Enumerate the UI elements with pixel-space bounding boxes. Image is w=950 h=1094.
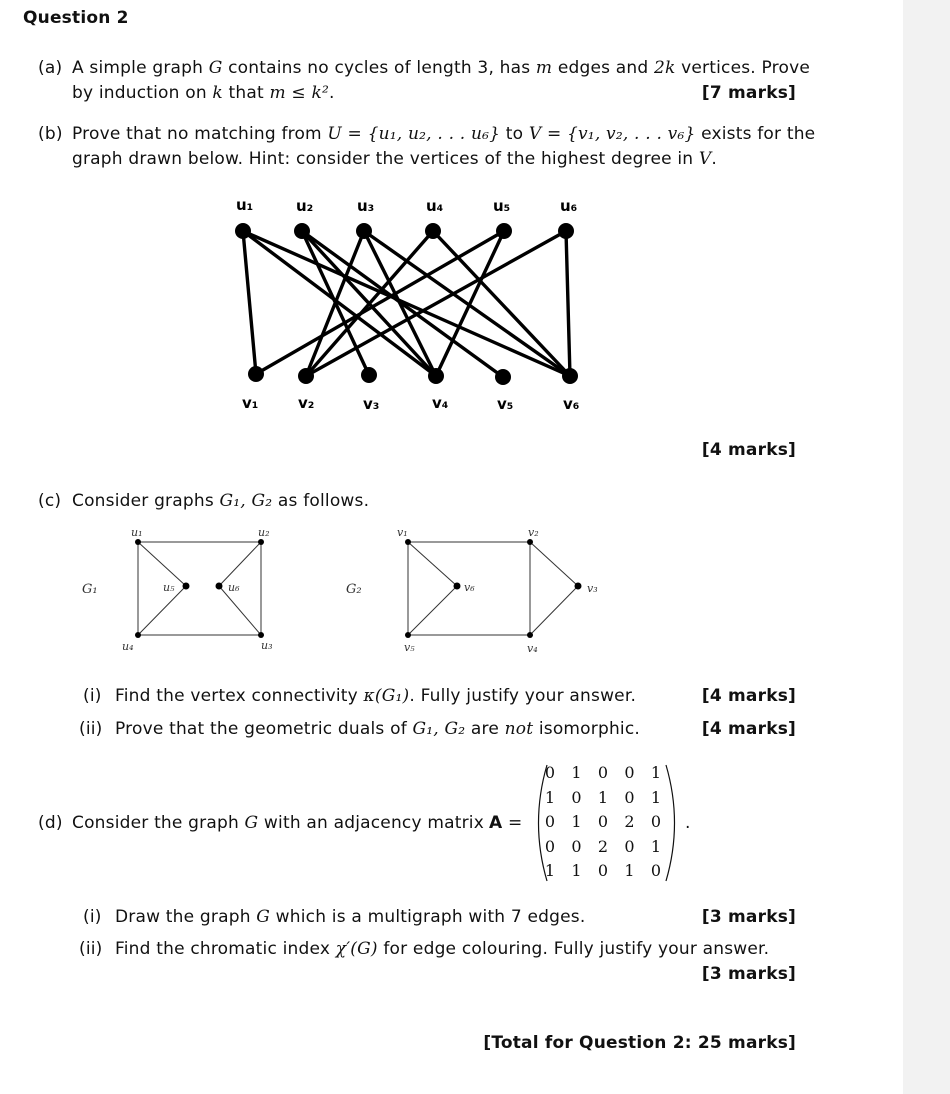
g2-vertices <box>405 539 582 638</box>
vertex-v4 <box>428 368 444 384</box>
g1-labels <box>82 526 273 653</box>
matrix-cell: 0 <box>650 812 662 831</box>
svg-text:v₂: v₂ <box>528 526 539 539</box>
matrix-cell: 1 <box>624 861 635 880</box>
svg-text:v₃: v₃ <box>587 582 598 595</box>
matrix-cell: 0 <box>624 763 635 782</box>
part-a-text: A simple graph G contains no cycles of length 3, has m edges and 2k vertices. Prove <box>72 58 810 78</box>
adjacency-matrix <box>536 763 676 883</box>
svg-text:u₂: u₂ <box>258 526 270 539</box>
part-c-i-text: Find the vertex connectivity κ(G₁). Fully justify your answer. <box>115 686 637 706</box>
matrix-cell: 0 <box>544 763 556 782</box>
part-a-marks: [7 marks] <box>701 83 796 103</box>
part-b-text: Prove that no matching from U = {u₁, u₂, . . . u₆} to V = {v₁, v₂, . . . v₆} exists for the <box>72 124 816 144</box>
part-d-ii-label: (ii) <box>79 939 103 959</box>
edge-u1-v1 <box>243 231 256 374</box>
part-c-i-marks: [4 marks] <box>701 686 796 706</box>
svg-text:u₅: u₅ <box>163 581 175 594</box>
matrix-cell: 0 <box>597 861 609 880</box>
vertex-u2 <box>294 223 310 239</box>
matrix-period: . <box>685 813 691 833</box>
g1-u4 <box>135 632 141 638</box>
part-d-i-label: (i) <box>83 907 102 927</box>
matrix-cell: 1 <box>571 812 582 831</box>
part-a-label: (a) <box>38 58 63 78</box>
matrix-cell: 0 <box>624 836 635 856</box>
part-c-label: (c) <box>38 491 62 511</box>
matrix-cell: 0 <box>544 812 556 831</box>
label-v6: v₆ <box>563 395 580 413</box>
g2-v6 <box>454 583 461 590</box>
label-v5: v₅ <box>497 395 514 413</box>
part-d-i-text: Draw the graph G which is a multigraph with 7 edges. <box>115 907 586 927</box>
part-c-text: Consider graphs G₁, G₂ as follows. <box>72 491 370 511</box>
part-a-text-line2: by induction on k that m ≤ k². <box>72 83 335 103</box>
label-u5: u₅ <box>493 197 511 215</box>
vertex-u6 <box>558 223 574 239</box>
matrix-cell: 1 <box>571 763 582 782</box>
part-d-text: Consider the graph G with an adjacency matrix <box>72 813 484 833</box>
bipartite-edges <box>243 231 570 377</box>
part-d-i-marks: [3 marks] <box>701 907 796 927</box>
matrix-cell: 2 <box>597 836 609 856</box>
part-d-ii-text: Find the chromatic index χ′(G) for edge colouring. Fully justify your answer. <box>115 939 770 959</box>
g1-u2 <box>258 539 264 545</box>
part-b-text-line2: graph drawn below. Hint: consider the vertices of the highest degree in V. <box>72 149 717 169</box>
part-b-marks: [4 marks] <box>701 440 796 460</box>
edge-u4-v6 <box>433 231 570 376</box>
question-title: Question 2 <box>23 8 129 28</box>
g1-edges <box>138 542 261 635</box>
svg-text:v₁: v₁ <box>397 526 408 539</box>
matrix-cell: 0 <box>597 763 609 782</box>
matrix-cell: 0 <box>544 836 556 856</box>
g2-v4 <box>527 632 533 638</box>
svg-text:G₂: G₂ <box>346 582 362 597</box>
svg-text:u₄: u₄ <box>122 640 134 653</box>
svg-text:u₆: u₆ <box>228 581 240 594</box>
label-v2: v₂ <box>298 394 315 412</box>
matrix-cell: 0 <box>624 787 635 807</box>
vertex-u5 <box>496 223 512 239</box>
part-c-ii-text: Prove that the geometric duals of G₁, G₂ are not isomorphic. <box>115 719 641 739</box>
matrix-cell: 0 <box>650 861 662 880</box>
matrix-cell: 1 <box>544 787 556 807</box>
label-v4: v₄ <box>432 394 449 412</box>
total-marks: [Total for Question 2: 25 marks] <box>483 1033 796 1053</box>
matrix-cell: 0 <box>571 836 582 856</box>
edge-u6-v6 <box>566 231 570 376</box>
part-c-i-label: (i) <box>83 686 102 706</box>
matrix-symbol: A = <box>489 813 523 833</box>
g1-u5 <box>183 583 190 590</box>
g1-u1 <box>135 539 141 545</box>
g2-labels <box>346 526 598 655</box>
matrix-cell: 1 <box>544 861 556 880</box>
vertex-u3 <box>356 223 372 239</box>
svg-text:v₆: v₆ <box>464 581 475 594</box>
edge-u6-v2 <box>306 231 566 376</box>
svg-text:u₁: u₁ <box>131 526 143 539</box>
matrix-cell: 0 <box>597 812 609 831</box>
vertex-v3 <box>361 367 377 383</box>
label-v1: v₁ <box>242 394 259 412</box>
svg-text:G₁: G₁ <box>82 582 98 597</box>
vertex-v5 <box>495 369 511 385</box>
label-u4: u₄ <box>426 197 444 215</box>
label-v3: v₃ <box>363 395 380 413</box>
vertex-v6 <box>562 368 578 384</box>
matrix-cell: 1 <box>571 861 582 880</box>
edge-u3-v2 <box>306 231 364 376</box>
svg-text:v₄: v₄ <box>527 642 538 655</box>
matrix-cell: 1 <box>650 836 662 856</box>
g2-v1 <box>405 539 411 545</box>
g1-u3 <box>258 632 264 638</box>
g1-u6 <box>216 583 223 590</box>
label-u3: u₃ <box>357 197 375 215</box>
part-d-ii-marks: [3 marks] <box>701 964 796 984</box>
vertex-v1 <box>248 366 264 382</box>
edge-u2-v5 <box>302 231 503 377</box>
g2-edges <box>408 542 578 635</box>
matrix-cell: 0 <box>571 787 582 807</box>
svg-text:u₃: u₃ <box>261 639 273 652</box>
matrix-cell: 1 <box>650 763 662 782</box>
vertex-u4 <box>425 223 441 239</box>
g1-vertices <box>135 539 264 638</box>
g2-v3 <box>575 583 582 590</box>
part-d-label: (d) <box>38 813 63 833</box>
vertex-u1 <box>235 223 251 239</box>
matrix-cell: 1 <box>650 787 662 807</box>
label-u2: u₂ <box>296 197 314 215</box>
part-c-ii-label: (ii) <box>79 719 103 739</box>
g2-v5 <box>405 632 411 638</box>
part-b-label: (b) <box>38 124 63 144</box>
matrix-cell: 2 <box>624 812 635 831</box>
vertex-v2 <box>298 368 314 384</box>
g2-v2 <box>527 539 533 545</box>
svg-text:v₅: v₅ <box>404 641 415 654</box>
part-c-ii-marks: [4 marks] <box>701 719 796 739</box>
matrix-cell: 1 <box>597 787 609 807</box>
label-u6: u₆ <box>560 197 578 215</box>
label-u1: u₁ <box>236 196 254 214</box>
edge-u3-v4 <box>364 231 436 376</box>
